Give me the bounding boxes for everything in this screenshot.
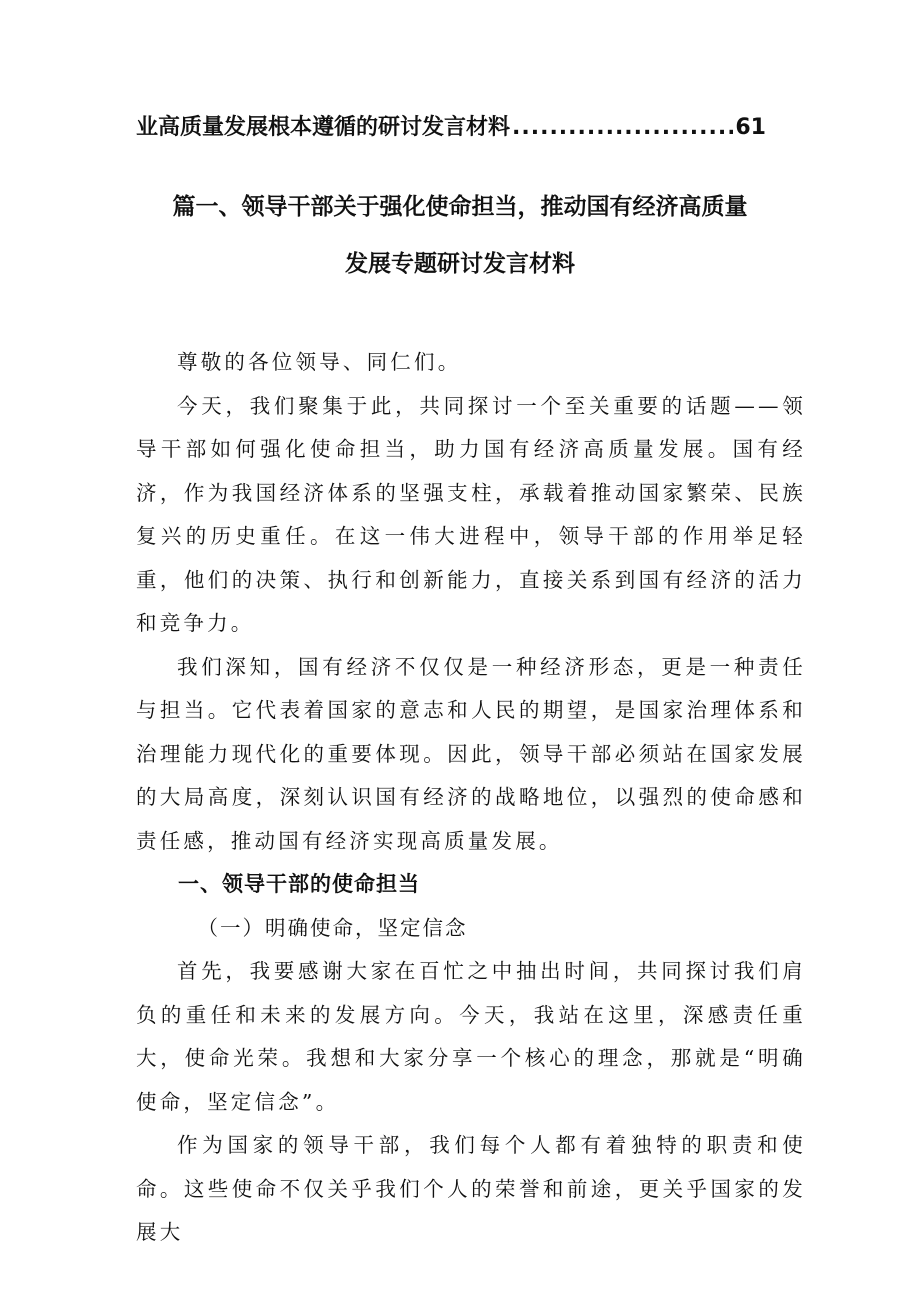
section-heading-1: 一、领导干部的使命担当 xyxy=(178,872,420,896)
paragraph-4: 作为国家的领导干部，我们每个人都有着独特的职责和使命。这些使命不仅关乎我们个人的荣誉和前途，更关乎国家的发展大 xyxy=(136,1133,806,1244)
subsection-heading-1: （一）明确使命，坚定信念 xyxy=(197,915,468,940)
document-title-line-2: 发展专题研讨发言材料 xyxy=(345,251,575,277)
paragraph-1: 今天，我们聚集于此，共同探讨一个至关重要的话题——领导干部如何强化使命担当，助力国有经济高质量发展。国有经济，作为我国经济体系的坚强支柱，承载着推动国家繁荣、民族复兴的历史重任。在这一伟大进程中，领导干部的作用举足轻重，他们的决策、执行和创新能力，直接关系到国有经济的活力和竞争力。 xyxy=(136,393,806,635)
document-body xyxy=(136,341,806,1255)
paragraph-3: 首先，我要感谢大家在百忙之中抽出时间，共同探讨我们肩负的重任和未来的发展方向。今天，我站在这里，深感责任重大，使命光荣。我想和大家分享一个核心的理念，那就是“明确使命，坚定信念”。 xyxy=(136,959,806,1114)
paragraph-2: 我们深知，国有经济不仅仅是一种经济形态，更是一种责任与担当。它代表着国家的意志和人民的期望，是国家治理体系和治理能力现代化的重要体现。因此，领导干部必须站在国家发展的大局高度，深刻认识国有经济的战略地位，以强烈的使命感和责任感，推动国有经济实现高质量发展。 xyxy=(136,654,806,853)
toc-dot-leader xyxy=(512,115,733,140)
toc-page-number: 61 xyxy=(735,115,766,140)
document-title-line-1: 篇一、领导干部关于强化使命担当，推动国有经济高质量 xyxy=(172,194,748,220)
toc-entry-text: 业高质量发展根本遵循的研讨发言材料 xyxy=(136,115,511,140)
salutation: 尊敬的各位领导、同仁们。 xyxy=(177,350,462,374)
toc-entry xyxy=(136,110,766,141)
